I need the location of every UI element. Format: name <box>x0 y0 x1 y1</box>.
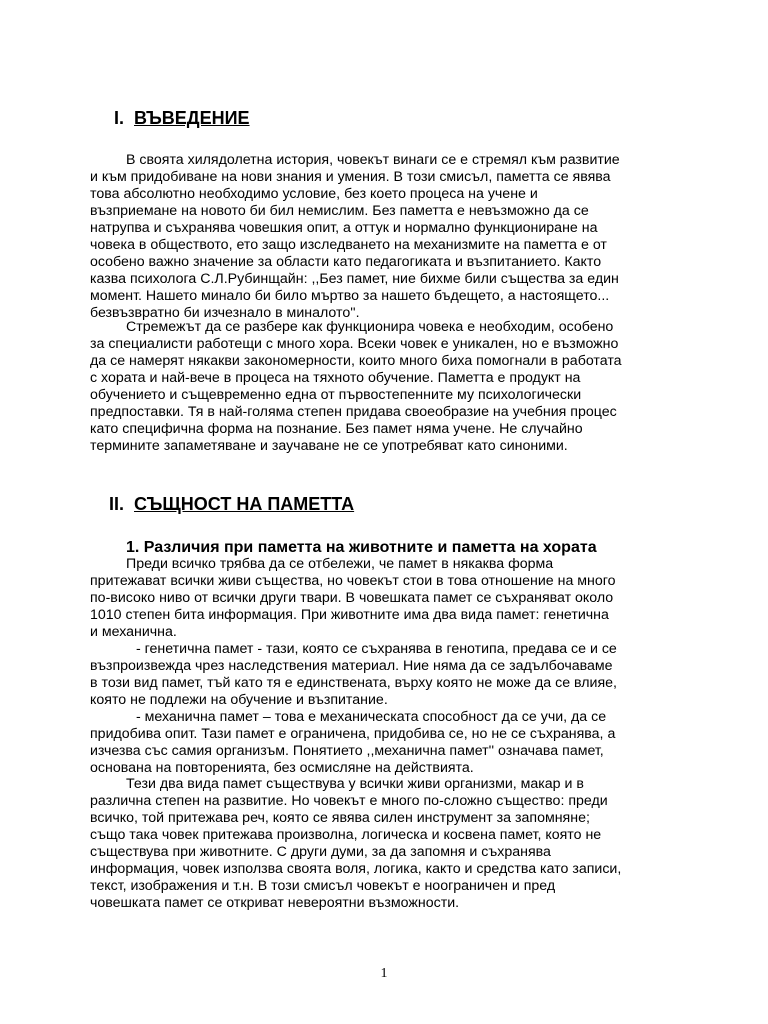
text-line: особено важно значение за области като педагогиката и възпитанието. Както <box>90 254 602 270</box>
memory-paragraph-4 <box>90 776 680 912</box>
text-line: казва психолога С.Л.Рубинщайн: ,,Без памет, ние бихме били същества за един <box>90 271 619 287</box>
text-line: термините запаметяване и заучаване не се употребяват като синоними. <box>90 438 568 454</box>
text-line: възпроизвежда чрез наследствения материал. Ние няма да се задълбочаваме <box>90 658 613 674</box>
text-line: основана на повторенията, без осмисляне на действията. <box>90 760 474 776</box>
text-line: в този вид памет, тъй като тя е единствената, върху която не може да се влияе, <box>90 675 617 691</box>
memory-paragraph-1 <box>90 556 680 641</box>
text-line: 1010 степен бита информация. При животните има два вида памет: генетична <box>90 607 609 623</box>
text-line: по-високо ниво от всички други твари. В човешката памет се съхраняват около <box>90 590 614 606</box>
text-line: и към придобиване на нови знания и умения. В този смисъл, паметта се явява <box>90 169 611 185</box>
text-line: - генетична памет - тази, която се съхранява в генотипа, предава се и се <box>136 641 617 657</box>
text-line: всичко, той притежава реч, която се явява силен инструмент за запомняне; <box>90 810 590 826</box>
text-line: Преди всичко трябва да се отбележи, че памет в някаква форма <box>126 556 554 572</box>
text-line: с хората и най-вече в процеса на тяхното обучение. Паметта е продукт на <box>90 370 581 386</box>
page-number: 1 <box>380 966 388 981</box>
text-line: информация, човек използва своята воля, логика, както и средства като записи, <box>90 861 622 877</box>
text-line: Тези два вида памет съществува у всички живи организми, макар и в <box>126 776 584 792</box>
text-line: съществува при животните. С други думи, за да запомня и съхранява <box>90 844 551 860</box>
text-line: за специалисти работещи с много хора. Всеки човек е уникален, но е възможно <box>90 336 619 352</box>
memory-paragraph-mechanical <box>90 709 680 777</box>
text-line: текст, изображения и т.н. В този смисъл човекът е ноограничен и пред <box>90 878 556 894</box>
intro-paragraph-2 <box>90 319 680 455</box>
text-line: и механична. <box>90 624 177 640</box>
text-line: различна степен на развитие. Но човекът е много по-сложно същество: преди <box>90 793 608 809</box>
text-line: човешката памет се откриват невероятни възможности. <box>90 895 460 911</box>
section-heading-introduction <box>114 107 250 129</box>
subsection-heading: 1. Различия при паметта на животните и паметта на хората <box>126 539 597 556</box>
text-line: безвъзвратно би изчезнало в миналото''. <box>90 305 360 321</box>
text-line: В своята хилядолетна история, човекът винаги се е стремял към развитие <box>126 152 620 168</box>
text-line: момент. Нашето минало би било мъртво за нашето бъдещето, а настоящето... <box>90 288 610 304</box>
text-line: обучението и същевременно една от първостепенните му психологически <box>90 387 582 403</box>
section-title: СЪЩНОСТ НА ПАМЕТТА <box>134 494 355 514</box>
section-heading-memory <box>109 493 354 515</box>
text-line: да се намерят някакви закономерности, които много биха помогнали в работата <box>90 353 622 369</box>
text-line: натрупва и съхранява човешкия опит, а оттук и нормално функциониране на <box>90 220 598 236</box>
text-line: Стремежът да се разбере как функционира човека е необходим, особено <box>126 319 614 335</box>
text-line: изчезва със самия организъм. Понятието ,,механична памет'' означава памет, <box>90 743 604 759</box>
text-line: - механична памет – това е механическата способност да се учи, да се <box>136 709 607 725</box>
intro-paragraph-1 <box>90 152 680 322</box>
text-line: възприемане на новото би бил немислим. Без паметта е невъзможно да се <box>90 203 589 219</box>
text-line: също така човек притежава произволна, логическа и косвена памет, която не <box>90 827 602 843</box>
text-line: това абсолютно необходимо условие, без което процеса на учене и <box>90 186 538 202</box>
text-line: която не подлежи на обучение и възпитание. <box>90 692 388 708</box>
text-line: като специфична форма на познание. Без памет няма учене. Не случайно <box>90 421 583 437</box>
memory-paragraph-genetic <box>90 641 680 709</box>
section-number: I. <box>114 108 125 128</box>
section-number: II. <box>109 494 125 514</box>
text-line: човека в обществото, ето защо изследването на механизмите на паметта е от <box>90 237 607 253</box>
text-line: предпоставки. Тя в най-голяма степен придава своеобразие на учебния процес <box>90 404 617 420</box>
section-title: ВЪВЕДЕНИЕ <box>134 108 250 128</box>
text-line: придобива опит. Тази памет е ограничена, придобива се, но не се съхранява, а <box>90 726 616 742</box>
text-line: притежават всички живи същества, но човекът стои в това отношение на много <box>90 573 616 589</box>
